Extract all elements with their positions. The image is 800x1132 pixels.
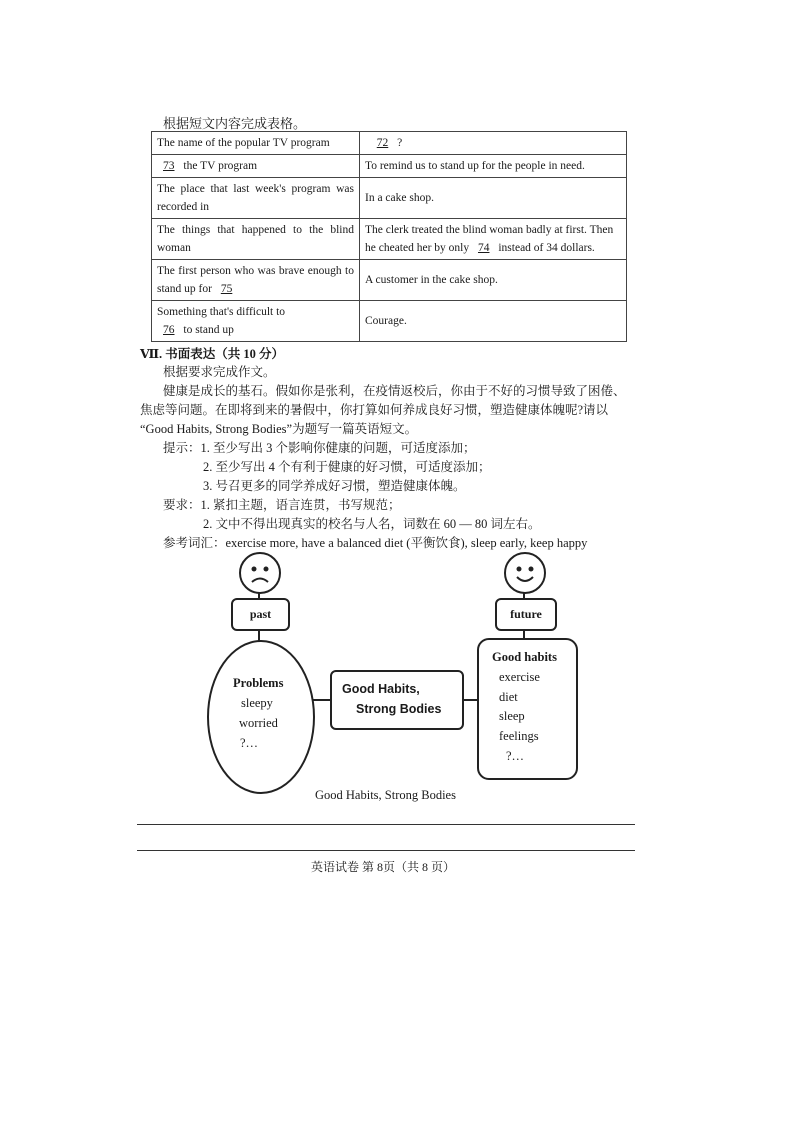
table-cell: The clerk treated the blind woman badly at first. Then he cheated her by only 74 instead of 34 dollars.: [360, 219, 627, 260]
section-subtitle: 根据要求完成作文。: [163, 365, 276, 379]
good-habits-title: Good habits: [492, 650, 557, 664]
future-label: future: [495, 598, 557, 631]
table-cell: Courage.: [360, 301, 627, 342]
table-cell: 72 ?: [360, 132, 627, 155]
hint-item: 3. 号召更多的同学养成好习惯，塑造健康体魄。: [203, 479, 466, 493]
hint-item: 2. 至少写出 4 个有利于健康的好习惯，可适度添加；: [203, 460, 491, 474]
requirement-item: 要求：1. 紧扣主题，语言连贯，书写规范；: [163, 498, 401, 512]
hint-item: 提示：1. 至少写出 3 个影响你健康的问题，可适度添加；: [163, 441, 476, 455]
list-item: ?…: [240, 736, 259, 750]
past-label: past: [231, 598, 290, 631]
page-footer: 英语试卷 第 8页（共 8 页）: [311, 860, 456, 874]
list-item: ?…: [506, 749, 525, 763]
problems-title: Problems: [233, 676, 284, 690]
list-item: feelings: [499, 729, 539, 743]
requirement-item: 2. 文中不得出现真实的校名与人名，词数在 60 — 80 词左右。: [203, 517, 541, 531]
central-topic-line: Strong Bodies: [356, 702, 442, 716]
list-item: exercise: [499, 670, 540, 684]
answer-line[interactable]: [137, 824, 635, 825]
sad-face-icon: [239, 552, 281, 594]
table-cell: In a cake shop.: [360, 178, 627, 219]
list-item: diet: [499, 690, 518, 704]
table-cell: The first person who was brave enough to stand up for 75: [152, 260, 360, 301]
blank-76[interactable]: 76: [163, 324, 175, 336]
list-item: sleep: [499, 709, 525, 723]
table-cell: 73 the TV program: [152, 155, 360, 178]
diagram-caption: Good Habits, Strong Bodies: [315, 788, 456, 802]
happy-face-icon: [504, 552, 546, 594]
table-cell: To remind us to stand up for the people in need.: [360, 155, 627, 178]
central-topic-box: [330, 670, 464, 730]
section-title: Ⅶ. 书面表达（共 10 分）: [140, 347, 285, 361]
table-cell: The place that last week's program was recorded in: [152, 178, 360, 219]
vocabulary-hint: 参考词汇：exercise more, have a balanced diet (平衡饮食), sleep early, keep happy: [163, 536, 588, 550]
central-topic-line: Good Habits,: [342, 682, 420, 696]
table-cell: The things that happened to the blind woman: [152, 219, 360, 260]
table-cell: The name of the popular TV program: [152, 132, 360, 155]
list-item: sleepy: [241, 696, 273, 710]
table-cell: Something that's difficult to 76 to stand up: [152, 301, 360, 342]
table-cell: A customer in the cake shop.: [360, 260, 627, 301]
prompt-paragraph: 焦虑等问题。在即将到来的暑假中，你打算如何养成良好习惯，塑造健康体魄呢?请以: [140, 403, 609, 417]
prompt-paragraph: 健康是成长的基石。假如你是张利，在疫情返校后，你由于不好的习惯导致了困倦、: [163, 384, 626, 398]
blank-74[interactable]: 74: [477, 242, 490, 254]
list-item: worried: [239, 716, 278, 730]
answer-line[interactable]: [137, 850, 635, 851]
prompt-paragraph: “Good Habits, Strong Bodies”为题写一篇英语短文。: [140, 422, 418, 436]
blank-72[interactable]: 72: [376, 137, 389, 149]
blank-75[interactable]: 75: [220, 283, 233, 295]
blank-73[interactable]: 73: [163, 160, 175, 172]
table-instruction: 根据短文内容完成表格。: [163, 116, 307, 131]
